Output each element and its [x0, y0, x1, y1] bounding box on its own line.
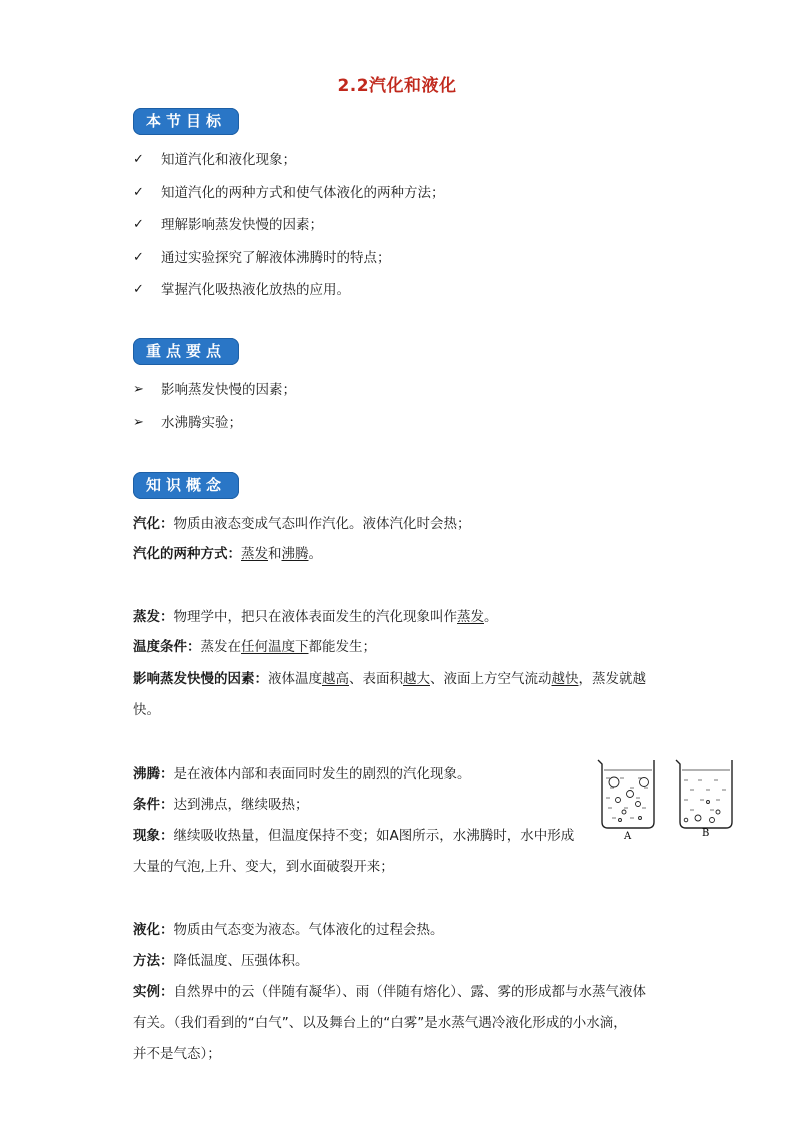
- check-icon: ✓: [133, 217, 144, 232]
- section-badge-concepts: 知识概念: [133, 472, 239, 499]
- check-icon: ✓: [133, 184, 144, 200]
- beaker-b-label: B: [702, 828, 710, 839]
- beaker-b: [676, 760, 732, 828]
- temperature-condition-line: 温度条件：蒸发在任何温度下都能发生；: [133, 639, 376, 655]
- list-item: ✓ 通过实验探究了解液体沸腾时的特点；: [133, 248, 445, 281]
- example-line-3: 并不是气态）；: [133, 1046, 221, 1062]
- check-icon: ✓: [133, 249, 144, 265]
- list-item: ✓ 知道汽化的两种方式和使气体液化的两种方法；: [133, 183, 445, 216]
- arrow-bullet-icon: ➢: [133, 414, 144, 430]
- liquefaction-line: 液化：物质由气态变为液态。气体液化的过程会热。: [133, 922, 444, 938]
- beaker-a-label: A: [624, 831, 632, 840]
- beaker-a: [598, 760, 654, 828]
- phenomenon-line: 现象：继续吸收热量，但温度保持不变；如A图所示，水沸腾时，水中形成: [133, 828, 575, 844]
- keypoints-list: [133, 380, 296, 445]
- evaporation-line: 蒸发：物理学中，把只在液体表面发生的汽化现象叫作蒸发。: [133, 609, 498, 625]
- phenomenon-line-continued: 大量的气泡,上升、变大，到水面破裂开来；: [133, 859, 394, 875]
- beaker-figure: [590, 756, 770, 840]
- list-item: ✓ 理解影响蒸发快慢的因素；: [133, 215, 445, 248]
- check-icon: ✓: [133, 282, 144, 297]
- example-line: 实例：自然界中的云（伴随有凝华）、雨（伴随有熔化）、露、雾的形成都与水蒸气液体: [133, 984, 646, 1000]
- vaporization-line: 汽化：物质由液态变成气态叫作汽化。液体汽化时会热；: [133, 516, 471, 532]
- check-icon: ✓: [133, 152, 144, 167]
- example-line-2: 有关。（我们看到的“白气”、以及舞台上的“白雾”是水蒸气遇冷液化形成的小水滴，: [133, 1015, 627, 1031]
- two-ways-line: 汽化的两种方式：蒸发和沸腾。: [133, 546, 322, 562]
- goals-list: [133, 150, 445, 313]
- method-line: 方法：降低温度、压强体积。: [133, 953, 309, 969]
- section-badge-goals: 本节目标: [133, 108, 239, 135]
- list-item: ✓ 掌握汽化吸热液化放热的应用。: [133, 280, 445, 313]
- page-title: 2.2汽化和液化: [337, 76, 457, 96]
- list-item: ➢ 水沸腾实验；: [133, 413, 296, 446]
- list-item: ➢ 影响蒸发快慢的因素；: [133, 380, 296, 413]
- factors-line-continued: 快。: [133, 702, 160, 718]
- factors-line: 影响蒸发快慢的因素：液体温度越高、表面积越大、液面上方空气流动越快，蒸发就越: [133, 671, 646, 687]
- section-badge-keypoints: 重点要点: [133, 338, 239, 365]
- boiling-line: 沸腾：是在液体内部和表面同时发生的剧烈的汽化现象。: [133, 766, 471, 782]
- condition-line: 条件：达到沸点，继续吸热；: [133, 797, 309, 813]
- list-item: ✓ 知道汽化和液化现象；: [133, 150, 445, 183]
- arrow-bullet-icon: ➢: [133, 382, 144, 397]
